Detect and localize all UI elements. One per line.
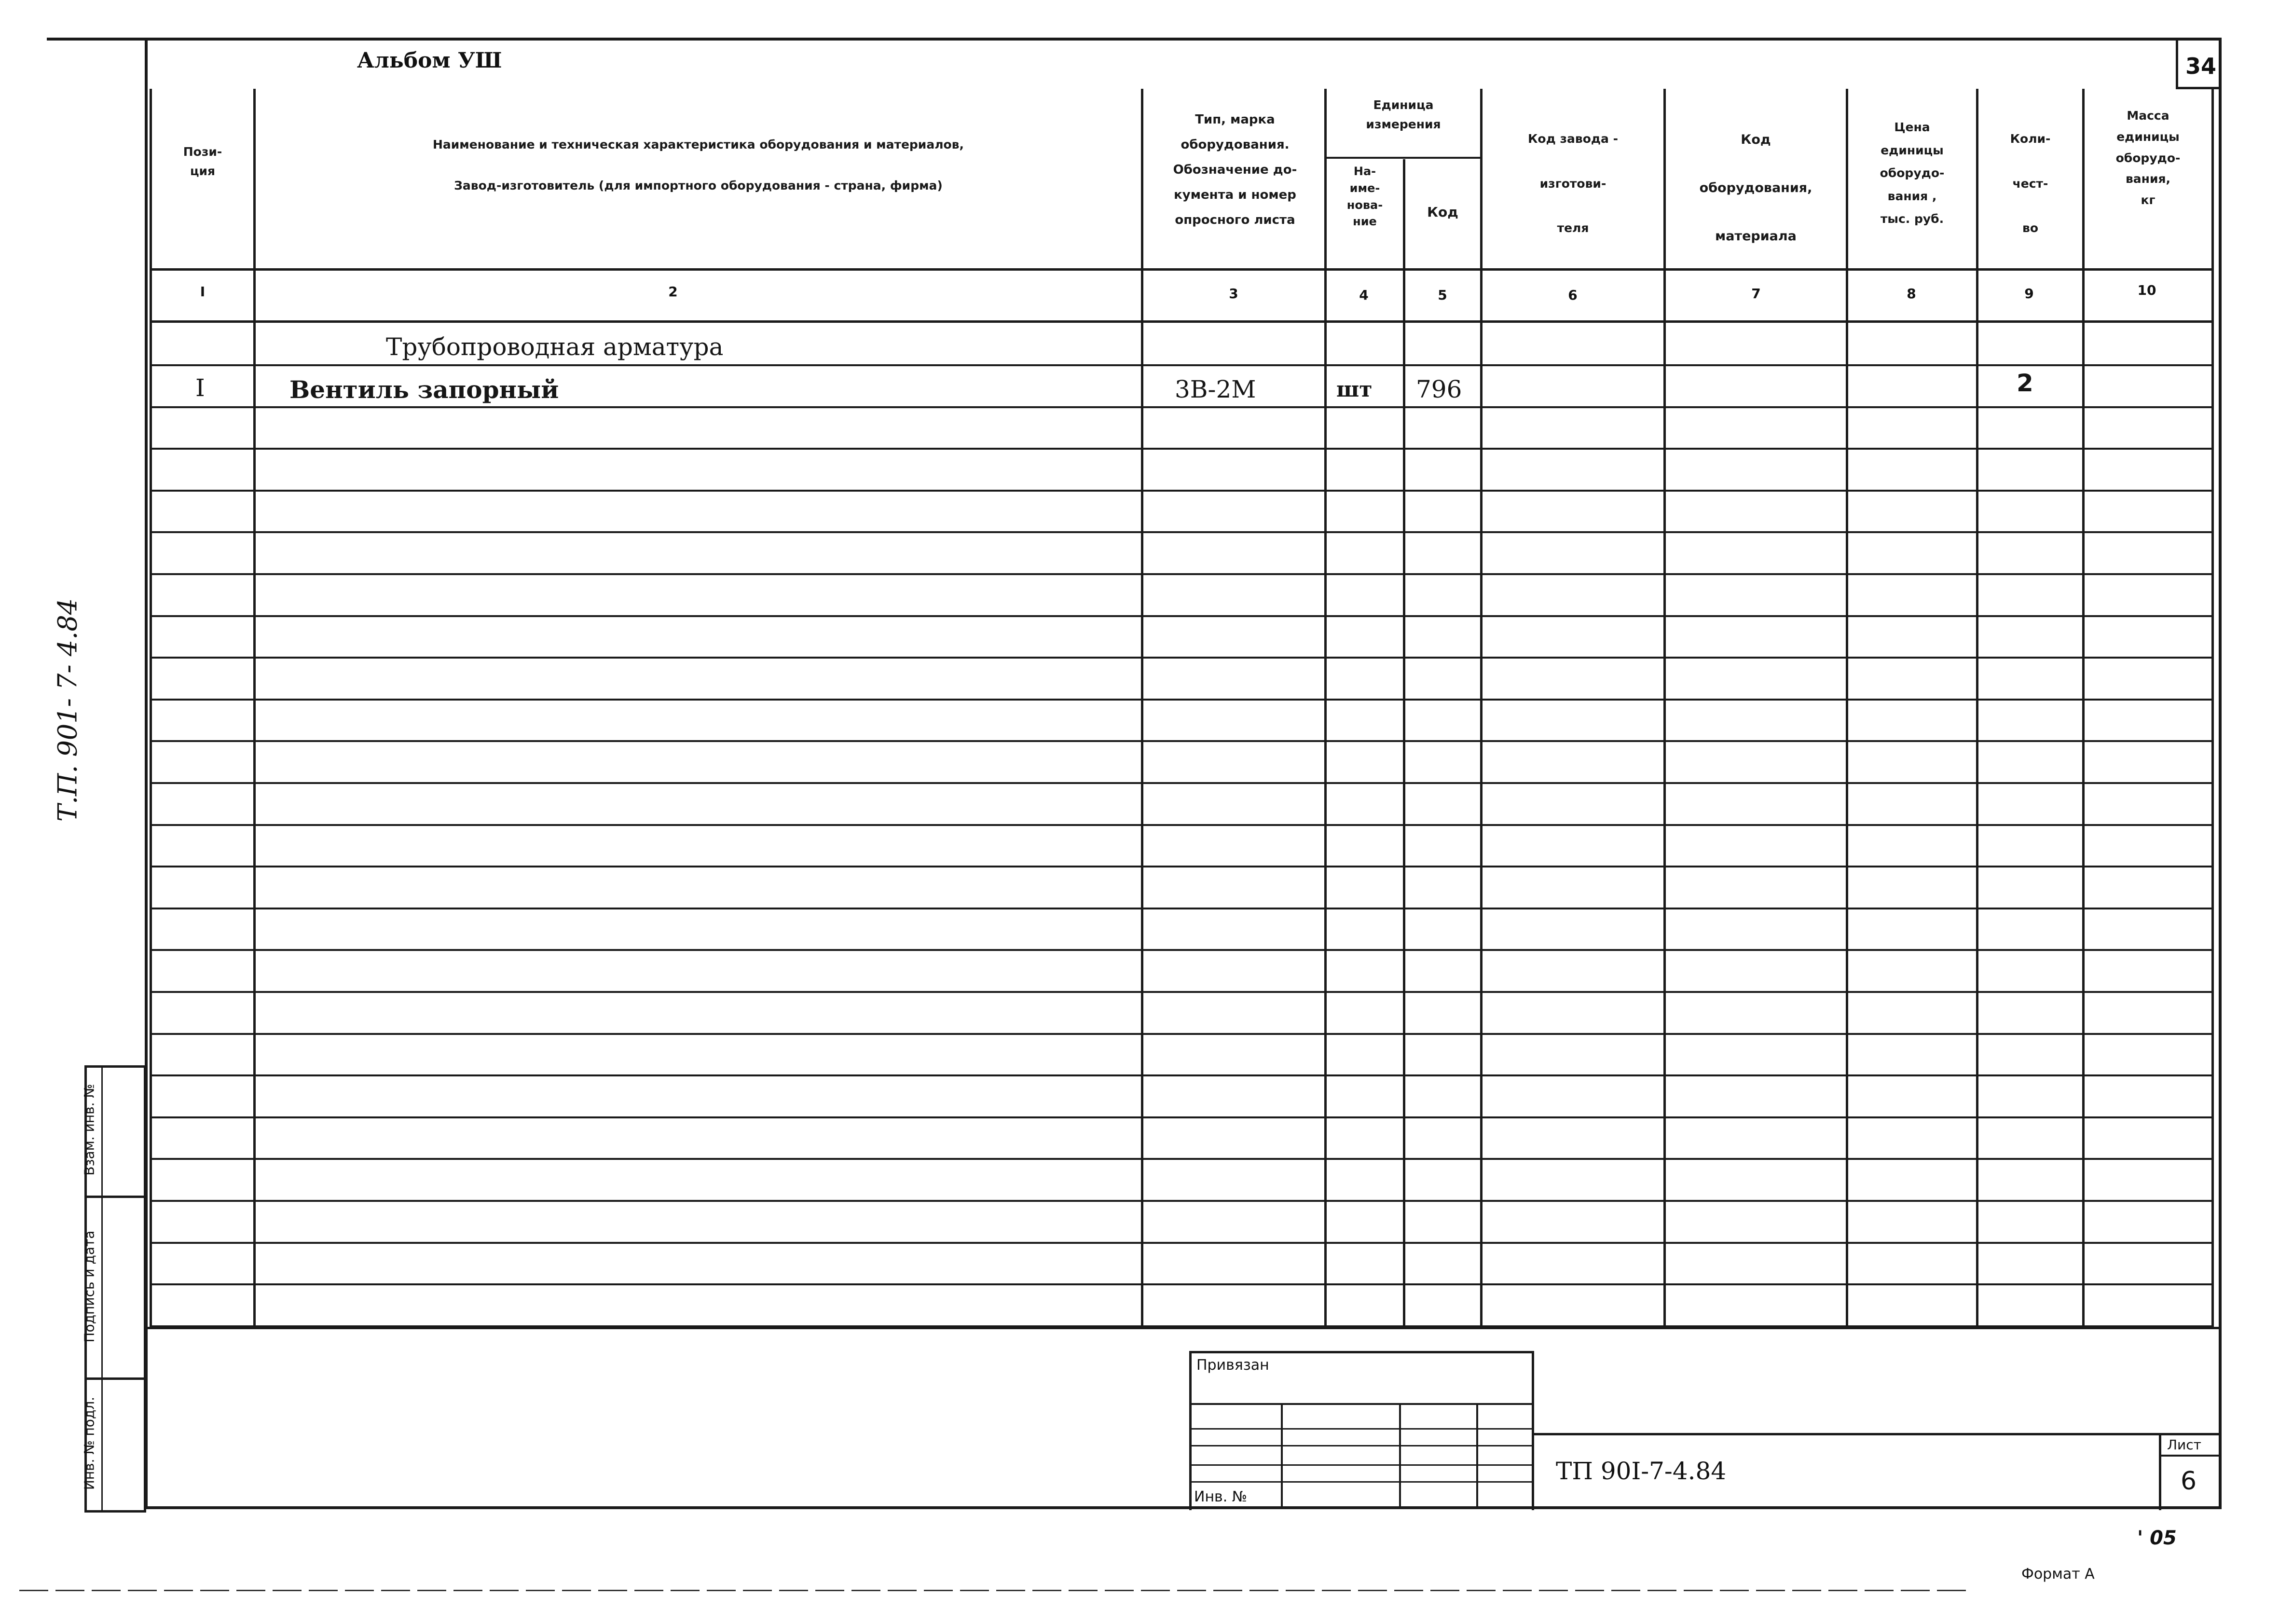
frame-top-line (47, 38, 2222, 41)
col-line-7 (1846, 89, 1848, 1329)
row-line (150, 364, 2214, 366)
col-number-2: 2 (668, 284, 678, 300)
row-1-unit-name: шт (1336, 377, 1373, 402)
row-1-position: I (195, 374, 205, 402)
col-number-7: 7 (1751, 286, 1761, 302)
section-title: Трубопроводная арматура (386, 333, 724, 361)
header-equipment-code: Код оборудования, материала (1699, 132, 1812, 244)
row-line (150, 824, 2214, 826)
row-line (150, 1074, 2214, 1076)
col-line-3 (1324, 89, 1327, 1329)
col-line-10 (2211, 89, 2214, 1329)
col-number-4: 4 (1359, 287, 1369, 303)
col-number-6: 6 (1568, 287, 1578, 303)
header-bottom-line (150, 268, 2214, 271)
header-unit-price: Цена единицы оборудо- вания , тыс. руб. (1880, 120, 1945, 226)
row-line (150, 1116, 2214, 1118)
row-line (150, 490, 2214, 492)
col-line-4 (1403, 159, 1405, 1329)
col-line-6 (1663, 89, 1666, 1329)
col-line-5 (1480, 89, 1483, 1329)
row-line (150, 908, 2214, 909)
header-unit-mass: Масса единицы оборудо- вания, кг (2115, 109, 2181, 207)
unit-group-separator (1324, 157, 1483, 159)
header-position: Пози- ция (183, 145, 222, 178)
page-number-box-bottom (2176, 87, 2222, 89)
frame-right-line (2219, 38, 2222, 1509)
header-name: Наименование и техническая характеристика оборудования и материалов, Завод-изготовитель (для импортного оборудования - страна, фирма) (432, 138, 964, 193)
col-number-1: I (200, 284, 206, 300)
frame-bottom-line (145, 1506, 2222, 1509)
stamp-label-replace-inv: Взам. инв. № (81, 1084, 97, 1176)
table-bottom-line (147, 1327, 2222, 1329)
row-line (150, 949, 2214, 951)
header-type: Тип, марка оборудования. Обозначение до- кумента и номер опросного листа (1173, 112, 1297, 227)
row-line (150, 573, 2214, 575)
col-number-10: 10 (2137, 282, 2156, 298)
row-1-type: 3В-2М (1175, 375, 1256, 403)
header-factory-code: Код завода - изготови- теля (1527, 132, 1619, 235)
header-unit-name: На- име- нова- ние (1346, 165, 1383, 229)
header-unit-code: Код (1427, 204, 1458, 220)
col-number-5: 5 (1438, 287, 1447, 303)
row-line (150, 991, 2214, 993)
row-line (150, 615, 2214, 617)
row-1-name: Вентиль запорный (289, 375, 559, 404)
footer-dashed-line (19, 1590, 1968, 1591)
format-label: Формат А (2021, 1566, 2095, 1583)
col-number-9: 9 (2024, 286, 2034, 302)
row-line (150, 1242, 2214, 1244)
album-title: Альбом УШ (357, 48, 502, 73)
stamp-label-signature: Подпись и дата (81, 1230, 97, 1343)
row-line (150, 657, 2214, 659)
row-line (150, 531, 2214, 533)
row-line (150, 1158, 2214, 1160)
row-line (150, 1200, 2214, 1202)
row-line (150, 448, 2214, 450)
sheet-label: Лист (2167, 1437, 2201, 1453)
row-1-unit-code: 796 (1416, 375, 1462, 403)
row-1-quantity: 2 (2017, 369, 2033, 397)
column-number-bottom-line (150, 320, 2214, 323)
row-line (150, 1033, 2214, 1035)
header-quantity: Коли- чест- во (2010, 132, 2051, 235)
col-line-1 (253, 89, 256, 1329)
page-number: 34 (2185, 53, 2217, 79)
row-line (150, 866, 2214, 867)
row-line (150, 699, 2214, 701)
col-number-3: 3 (1229, 286, 1238, 302)
header-unit-group: Единица измерения (1366, 98, 1441, 131)
col-line-8 (1976, 89, 1978, 1329)
privyazan-label: Привязан (1196, 1357, 1269, 1374)
sheet-number: 6 (2181, 1467, 2197, 1496)
handwritten-project-number: Т.П. 901- 7- 4.84 (52, 598, 83, 822)
col-line-2 (1141, 89, 1143, 1329)
col-line-9 (2082, 89, 2085, 1329)
row-line (150, 406, 2214, 408)
row-line (150, 782, 2214, 784)
row-line (150, 1283, 2214, 1285)
page-number-box-left (2176, 41, 2178, 89)
document-code: ТП 90I-7-4.84 (1556, 1457, 1727, 1485)
inv-no-label: Инв. № (1194, 1488, 1248, 1505)
stamp-label-inv-orig: Инв. № подл. (81, 1396, 97, 1490)
footer-mark: ' 05 (2137, 1527, 2177, 1549)
col-number-8: 8 (1907, 286, 1916, 302)
row-line (150, 740, 2214, 742)
col-line-0 (150, 89, 152, 1329)
